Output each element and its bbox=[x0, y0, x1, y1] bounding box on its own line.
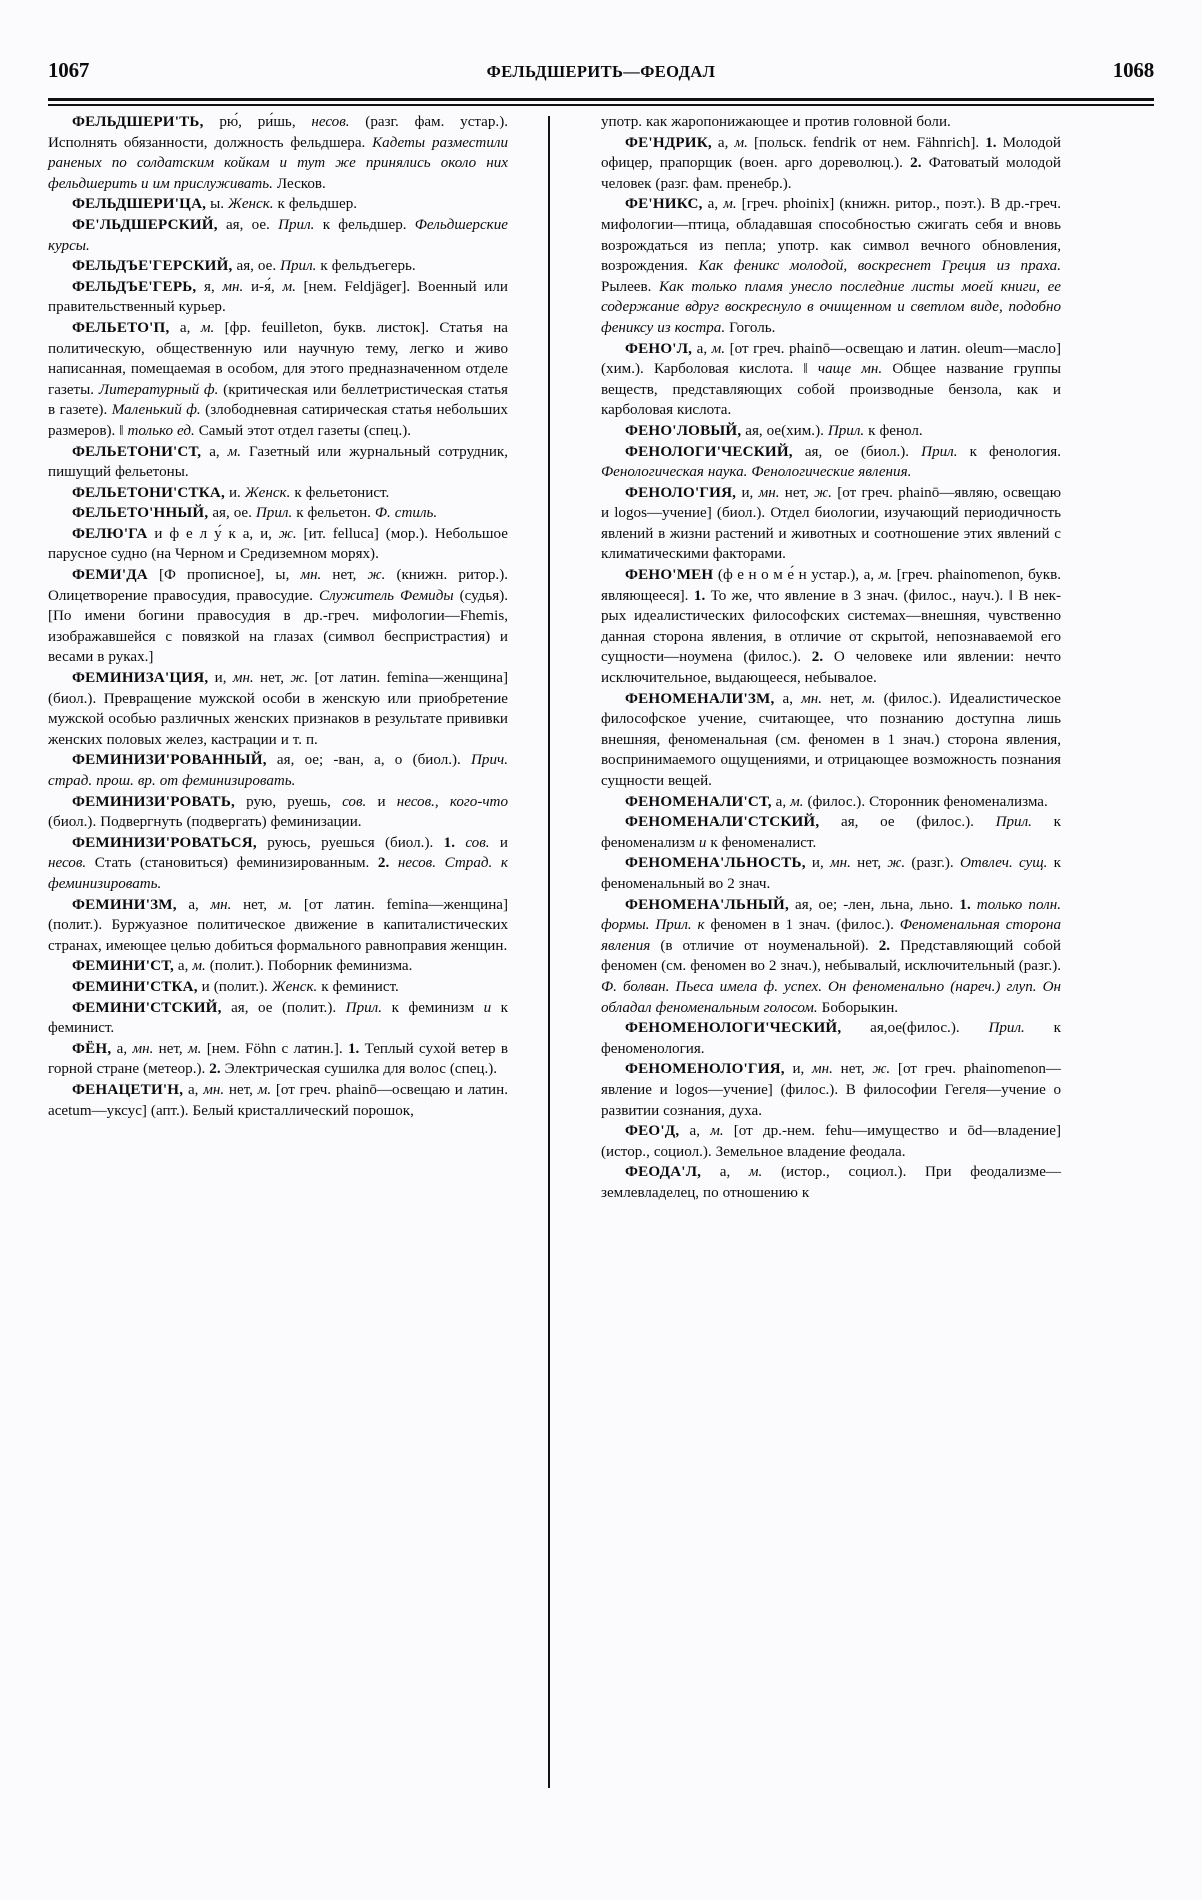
dictionary-entry bbox=[601, 1121, 1061, 1162]
entry-grammar: а, bbox=[111, 1040, 133, 1057]
entry-body: к фельдшер. bbox=[314, 216, 415, 233]
entry-ex1: Служитель Фемиды bbox=[319, 587, 454, 604]
entry-headword: ФЕНАЦЕТИ'Н, bbox=[72, 1081, 184, 1098]
entry-body: к фенол. bbox=[864, 422, 923, 439]
entry-grammar2: нет, bbox=[832, 1061, 873, 1078]
entry-grammar: рю́, ри́шь, bbox=[203, 114, 312, 130]
entry-grammar: руюсь, руешься (биол.). bbox=[256, 834, 444, 851]
entry-grammar2: нет, bbox=[821, 690, 863, 707]
entry-num1: 1. bbox=[347, 1040, 360, 1057]
entry-grammar: а, bbox=[176, 896, 211, 913]
entry-body2: к феноменальный во 2 знач. bbox=[601, 855, 1061, 892]
header-rules bbox=[48, 98, 1154, 106]
entry-italic1: Прич. страд. прош. вр. от феминизировать. bbox=[48, 752, 508, 789]
entry-body4: Самый этот отдел газеты (спец.). bbox=[194, 422, 412, 439]
entry-headword: ФЕНОМЕНОЛО'ГИЯ, bbox=[625, 1061, 785, 1078]
entry-headword: ФЕМИНИ'СТСКИЙ, bbox=[72, 999, 222, 1016]
entry-italic2: м. bbox=[278, 896, 293, 913]
entry-headword: ФЕ'ЛЬДШЕРСКИЙ, bbox=[72, 216, 218, 233]
dictionary-entry bbox=[601, 853, 1061, 894]
entry-headword: ФЕОДА'Л, bbox=[625, 1164, 702, 1181]
entry-ex1: чаще мн. bbox=[817, 361, 883, 378]
entry-body: [от греч. phainō—освещаю и латин. acetum—уксус] (апт.). Белый кристаллический порошок, bbox=[48, 1081, 508, 1119]
entry-grammar2: нет, bbox=[321, 567, 368, 584]
entry-pipe: ‖ bbox=[803, 361, 818, 378]
entry-grammar: рую, руешь, bbox=[234, 793, 343, 810]
dictionary-entry bbox=[601, 1059, 1061, 1121]
entry-num2: 2. bbox=[878, 937, 891, 954]
entry-italic1: Прил. bbox=[255, 505, 293, 522]
entry-num2: 2. bbox=[209, 1061, 221, 1078]
entry-grammar2: нет, bbox=[224, 1081, 258, 1098]
entry-grammar: ая, ое. bbox=[208, 505, 256, 522]
entry-italic1: м. bbox=[711, 340, 726, 357]
entry-body: [греч. phainomenon, букв. являющееся]. bbox=[601, 567, 1061, 604]
entry-italic2: ж. bbox=[814, 484, 832, 501]
entry-headword: ФЕНОМЕНАЛИ'ЗМ, bbox=[625, 690, 775, 707]
entry-body: (книжн. ритор.). Олицетворение правосудия, правосудие. bbox=[48, 567, 509, 604]
entry-grammar: ая, ое (полит.). bbox=[221, 999, 346, 1016]
entry-body3: В нек-рых идеалистических философских системах—внешняя, чувственно данная сторона явления, в отличие от скрытой, непознаваемой его сущности—ноумена (филос.). bbox=[601, 587, 1061, 666]
entry-italic2: ж. bbox=[290, 670, 309, 687]
entry-body3: Фатоватый молодой человек (разг. фам. пренебр.). bbox=[601, 155, 1061, 192]
entry-italic1: м. bbox=[192, 958, 206, 975]
entry-grammar: а, bbox=[702, 196, 724, 213]
entry-body3: (злободневная сатирическая статья небольших размеров). bbox=[48, 402, 508, 439]
entry-body: к фельдшер. bbox=[273, 196, 358, 213]
entry-italic1: Прил. bbox=[278, 216, 315, 233]
dictionary-entry bbox=[601, 565, 1061, 689]
entry-body: [от греч. phainō—освещаю и латин. oleum—масло] (хим.). Карболовая кислота. bbox=[601, 340, 1061, 378]
entry-grammar: а, bbox=[173, 958, 193, 975]
entry-italic2: ж. bbox=[872, 1061, 891, 1078]
entry-grammar: ая,ое(филос.). bbox=[841, 1020, 989, 1037]
entry-quote: Ф. стиль. bbox=[374, 505, 438, 522]
entry-italic3: несов. Страд. к феминизировать. bbox=[48, 855, 508, 892]
entry-grammar: а, bbox=[201, 443, 228, 460]
entry-italic1: Женск. bbox=[271, 978, 318, 995]
dictionary-entry bbox=[48, 503, 508, 524]
rule-thick bbox=[48, 98, 1154, 101]
entry-headword: ФЕНОМЕНА'ЛЬНЫЙ, bbox=[625, 896, 789, 913]
entry-pipe: ‖ bbox=[1008, 587, 1019, 604]
entry-grammar: а, bbox=[771, 793, 791, 810]
entry-italic1: Прил. bbox=[280, 258, 317, 275]
entry-ex3: только ед. bbox=[127, 422, 195, 439]
entry-headword: ФЕМИНИ'ЗМ, bbox=[72, 896, 177, 913]
entry-grammar: ая, ое; -лен, льна, льно. bbox=[788, 896, 960, 913]
entry-headword: ФЕЛЬДЪЕ'ГЕРЬ, bbox=[72, 278, 197, 295]
entry-italic3: Отвлеч. сущ. bbox=[959, 855, 1048, 872]
entry-body2: То же, что явление в 3 знач. (филос., науч.). bbox=[705, 587, 1009, 604]
dictionary-entry bbox=[48, 194, 508, 215]
dictionary-entry bbox=[601, 792, 1061, 813]
entry-headword: ФЕНО'Л, bbox=[625, 340, 693, 357]
entry-num2: 2. bbox=[910, 155, 922, 172]
entry-grammar: и. bbox=[225, 484, 245, 501]
entry-headword: ФЕ'НДРИК, bbox=[625, 134, 712, 151]
entry-headword: ФЕМИНИ'СТКА, bbox=[72, 978, 198, 995]
entry-italic1: сов. bbox=[342, 793, 367, 810]
dictionary-entry bbox=[48, 565, 508, 668]
entry-body2: к феноменалист. bbox=[706, 834, 817, 851]
entry-italic1: м. bbox=[710, 1123, 724, 1140]
entry-headword: ФЕМИ'ДА bbox=[72, 567, 148, 584]
entry-headword: ФЕНОМЕНОЛОГИ'ЧЕСКИЙ, bbox=[625, 1020, 842, 1037]
entry-ex1: Феноменальная сторона явления bbox=[601, 917, 1062, 954]
dictionary-entry bbox=[601, 689, 1061, 792]
entry-num1: 1. bbox=[693, 587, 706, 604]
dictionary-entry bbox=[601, 442, 1061, 483]
entry-body: Стать (становиться) феминизированным. bbox=[86, 855, 378, 872]
entry-italic1: Женск. bbox=[228, 196, 274, 213]
entry-quote2: Как только пламя унесло последние листы моей книги, ее содержание вдруг воскреснуло в очищенном и светлом виде, подобно фениксу из костра. bbox=[601, 278, 1062, 336]
entry-italic2: ж. bbox=[367, 567, 386, 584]
entry-body: (истор., социол.). При феодализме—землевладелец, по отношению к bbox=[601, 1164, 1061, 1201]
entry-body: [ит. felluca] (мор.). Небольшое парусное судно (на Черном и Средиземном морях). bbox=[48, 525, 508, 563]
running-head bbox=[48, 58, 1154, 88]
column-left bbox=[48, 112, 508, 1840]
entry-headword: ФЕМИНИЗИ'РОВАННЫЙ, bbox=[72, 752, 267, 769]
entry-continuation bbox=[601, 112, 1061, 133]
dictionary-entry bbox=[48, 833, 508, 895]
entry-italic1: ж. bbox=[278, 525, 297, 542]
entry-italic1: мн. bbox=[132, 1040, 154, 1057]
entry-body: к феноменология. bbox=[601, 1020, 1061, 1057]
entry-italic2: несов. bbox=[48, 855, 87, 872]
folio-left: 1067 bbox=[48, 58, 90, 82]
entry-body: к фельетон. bbox=[292, 505, 375, 522]
entry-body: [от греч. phainomenon—явление и logos—учение] (филос.). В философии Гегеля—учение о развитии сознания, духа. bbox=[601, 1061, 1061, 1119]
entry-body: [от латин. femina—женщина] (полит.). Буржуазное политическое движение в капиталистических странах, имеющее целью добиться формального равноправия женщин. bbox=[48, 896, 508, 954]
entry-grammar2: нет, bbox=[231, 896, 279, 913]
entry-headword: ФЕНОМЕНАЛИ'СТСКИЙ, bbox=[625, 814, 820, 831]
entry-italic1: м. bbox=[734, 134, 748, 151]
entry-body: (филос.). Идеалистическое философское учение, считающее, что познанию доступна лишь внешняя, феноменальная (см. феномен в 1 знач.) сторона явления, воспринимаемого ощущениями, и отрицающее возможность познания сущности вещей. bbox=[601, 690, 1061, 789]
entry-num1: 1. bbox=[443, 834, 455, 851]
column-right bbox=[601, 112, 1061, 1840]
entry-body: (разг.). bbox=[905, 855, 960, 872]
entry-italic2: м. bbox=[257, 1081, 272, 1098]
entry-source: Боборыкин. bbox=[817, 999, 899, 1016]
entry-italic1: мн. bbox=[758, 484, 780, 501]
entry-headword: ФЕ'НИКС, bbox=[625, 196, 703, 213]
entry-grammar: ая, ое (филос.). bbox=[819, 814, 996, 831]
entry-grammar: ая, ое. bbox=[232, 258, 281, 275]
entry-italic1: м. bbox=[790, 793, 804, 810]
entry-italic1: мн. bbox=[829, 855, 851, 872]
entry-grammar: а, bbox=[774, 690, 802, 707]
entry-headword: ФЕМИНИ'СТ, bbox=[72, 958, 174, 975]
entry-headword: ФЕНО'МЕН bbox=[625, 567, 714, 584]
dictionary-entry bbox=[48, 483, 508, 504]
entry-headword: ФЕЛЬЕТОНИ'СТ, bbox=[72, 443, 202, 460]
entry-ex2: Маленький ф. bbox=[111, 402, 201, 419]
entry-body: к фенология. bbox=[957, 443, 1062, 460]
dictionary-entry bbox=[48, 215, 508, 256]
entry-body2: к феминист. bbox=[48, 999, 508, 1037]
dictionary-entry bbox=[48, 318, 508, 442]
entry-grammar2: нет, bbox=[850, 855, 888, 872]
dictionary-entry bbox=[48, 256, 508, 277]
entry-body2: Общее название группы веществ, представляющих собой производные бензола, как и карболовая кислота. bbox=[601, 361, 1062, 419]
dictionary-entry bbox=[48, 977, 508, 998]
entry-headword: ФЕЛЬЕТО'П, bbox=[72, 319, 170, 336]
entry-quote: Как феникс молодой, воскреснет Греция из праха. bbox=[698, 258, 1061, 275]
folio-right: 1068 bbox=[1112, 58, 1154, 82]
entry-italic2: и bbox=[698, 834, 707, 851]
entry-italic2: м. bbox=[187, 1040, 202, 1057]
entry-body: [фр. feuilleton, букв. листок]. Статья на политическую, общественную или научную тему, легко и живо написанная, помещаемая в особом, для этого предназначенном отделе газеты. bbox=[48, 319, 509, 398]
entry-italic1: м. bbox=[227, 443, 242, 460]
entry-grammar: (ф е н о м е́ н устар.), а, bbox=[713, 567, 879, 584]
entry-quote: Фельдшерские курсы. bbox=[48, 216, 508, 254]
entry-body: [польск. fendrik от нем. Fähnrich]. bbox=[747, 134, 986, 151]
entry-italic1: м. bbox=[748, 1164, 763, 1181]
entry-body: [нем. Föhn с латин.]. bbox=[201, 1040, 348, 1057]
entry-italic2: м. bbox=[862, 690, 876, 707]
entry-grammar2: нет, bbox=[779, 484, 815, 501]
columns-container bbox=[48, 112, 1154, 1840]
column-divider bbox=[548, 116, 550, 1788]
entry-grammar: а, bbox=[692, 340, 712, 357]
dictionary-entry bbox=[601, 895, 1061, 1019]
entry-body: (полит.). Поборник феминизма. bbox=[205, 958, 413, 975]
entry-headword: ФЕЛЬДЪЕ'ГЕРСКИЙ, bbox=[72, 258, 233, 275]
entry-body3: Электрическая сушилка для волос (спец.). bbox=[220, 1061, 498, 1078]
entry-ex1: Литературный ф. bbox=[98, 381, 219, 398]
dictionary-entry bbox=[48, 668, 508, 750]
entry-grammar: ы. bbox=[206, 196, 229, 213]
entry-grammar: я, bbox=[196, 278, 223, 295]
entry-italic1: мн. bbox=[222, 278, 244, 295]
entry-body: [нем. Feldjäger]. Военный или правительственный курьер. bbox=[48, 278, 508, 316]
entry-body2: (судья). [По имени богини правосудия в др.-греч. мифологии—Fhemis, изображавшейся с повязкой на глазах (символ беспристрастия) и весами в руках.] bbox=[48, 587, 508, 666]
entry-italic1: м. bbox=[200, 319, 215, 336]
dictionary-entry bbox=[48, 1039, 508, 1080]
dictionary-entry bbox=[601, 483, 1061, 565]
entry-body: употр. как жаропонижающее и против головной боли. bbox=[601, 114, 951, 130]
entry-headword: ФЕЛЮ'ГА bbox=[72, 525, 148, 542]
entry-italic1: сов. bbox=[454, 834, 490, 851]
entry-italic1: Прил. bbox=[345, 999, 383, 1016]
entry-grammar: и (полит.). bbox=[197, 978, 272, 995]
entry-headword: ФЕО'Д, bbox=[625, 1123, 680, 1140]
entry-grammar: ая, ое(хим.). bbox=[741, 422, 828, 439]
entry-body: к фельдъегерь. bbox=[316, 258, 416, 275]
entry-headword: ФЕЛЬДШЕРИ'ТЬ, bbox=[72, 114, 204, 130]
dictionary-entry bbox=[48, 792, 508, 833]
dictionary-entry bbox=[48, 1080, 508, 1121]
entry-headword: ФЕНО'ЛОВЫЙ, bbox=[625, 422, 742, 439]
entry-italic1: м. bbox=[723, 196, 737, 213]
entry-italic1: мн. bbox=[812, 1061, 833, 1078]
entry-body: к феноменализм bbox=[601, 814, 1061, 851]
dictionary-entry bbox=[601, 133, 1061, 195]
entry-italic1: мн. bbox=[210, 896, 232, 913]
entry-grammar: ая, ое (биол.). bbox=[792, 443, 922, 460]
entry-body: к феминист. bbox=[317, 978, 399, 995]
entry-italic1: Прил. bbox=[921, 443, 958, 460]
entry-body2: (критическая или беллетристическая статья в газете). bbox=[48, 381, 508, 419]
entry-num2: 2. bbox=[811, 649, 824, 666]
entry-grammar2: нет, bbox=[253, 670, 291, 687]
entry-grammar: ая, ое; -ван, а, о (биол.). bbox=[266, 752, 472, 769]
entry-body: [от др.-нем. fehu—имущество и ōd—владение] (истор., социол.). Земельное владение феодала. bbox=[601, 1123, 1061, 1160]
entry-italic1: мн. bbox=[232, 670, 254, 687]
entry-italic1: Прил. bbox=[995, 814, 1032, 831]
entry-headword: ФЕМИНИЗА'ЦИЯ, bbox=[72, 670, 209, 687]
entry-body: к феминизм bbox=[382, 999, 484, 1016]
entry-headword: ФЕНОМЕНАЛИ'СТ, bbox=[625, 793, 772, 810]
entry-num1: 1. bbox=[985, 134, 997, 151]
entry-headword: ФЕМИНИЗИ'РОВАТЬСЯ, bbox=[72, 834, 257, 851]
dictionary-entry bbox=[601, 421, 1061, 442]
entry-italic1: несов. bbox=[311, 114, 350, 130]
dictionary-entry bbox=[601, 194, 1061, 338]
entry-source: Рылеев. bbox=[601, 278, 660, 295]
entry-body2: Теплый сухой ветер в горной стране (метеор.). bbox=[48, 1040, 508, 1078]
entry-num1: 1. bbox=[959, 896, 971, 913]
entry-body4: О человеке или явлении: нечто исключительное, выдающееся, небывалое. bbox=[601, 649, 1061, 687]
rule-thin bbox=[48, 104, 1154, 106]
page-title: ФЕЛЬДШЕРИТЬ—ФЕОДАЛ bbox=[486, 62, 716, 81]
entry-italic1: только полн. формы. Прил. к bbox=[601, 896, 1061, 934]
entry-headword: ФЕНОМЕНА'ЛЬНОСТЬ, bbox=[625, 855, 806, 872]
entry-body: (биол.). Подвергнуть (подвергать) феминизации. bbox=[48, 814, 362, 831]
entry-headword: ФЕМИНИЗИ'РОВАТЬ, bbox=[72, 793, 235, 810]
entry-num2: 2. bbox=[377, 855, 390, 872]
dictionary-entry bbox=[48, 442, 508, 483]
entry-headword: ФЕЛЬДШЕРИ'ЦА, bbox=[72, 196, 207, 213]
entry-italic1: мн. bbox=[300, 567, 322, 584]
dictionary-entry bbox=[48, 956, 508, 977]
entry-italic1: Женск. bbox=[244, 484, 291, 501]
dictionary-entry bbox=[48, 895, 508, 957]
entry-grammar: а, bbox=[711, 134, 735, 151]
entry-italic2: несов., кого-что bbox=[396, 793, 508, 810]
entry-italic1: м. bbox=[878, 567, 893, 584]
dictionary-entry bbox=[48, 112, 508, 194]
entry-source2: Гоголь. bbox=[725, 319, 776, 336]
entry-grammar: и, bbox=[208, 670, 233, 687]
dictionary-entry bbox=[48, 998, 508, 1039]
entry-body: (разг. фам. устар.). Исполнять обязанности, должность фельдшера. bbox=[48, 114, 508, 151]
entry-grammar: а, bbox=[183, 1081, 204, 1098]
entry-body2: (в отличие от ноуменальной). bbox=[650, 937, 879, 954]
entry-italic2: ж. bbox=[887, 855, 906, 872]
entry-ex2: Ф. болван. Пьеса имела ф. успех. Он феноменально (нареч.) глуп. Он обладал феноменальным голосом. bbox=[601, 978, 1061, 1016]
entry-body: [от латин. femina—женщина] (биол.). Превращение мужской особи в женскую или приобретение мужской особью различных женских признаков в результате прививки женских половых желез, кастрации и т. п. bbox=[48, 670, 508, 748]
entry-grammar: [Ф прописное], ы, bbox=[147, 567, 301, 584]
entry-headword: ФЕНОЛО'ГИЯ, bbox=[625, 484, 737, 501]
entry-headword: ФЕНОЛОГИ'ЧЕСКИЙ, bbox=[625, 443, 793, 460]
entry-source: Лесков. bbox=[272, 175, 326, 192]
entry-grammar: а, bbox=[701, 1164, 749, 1181]
dictionary-entry bbox=[48, 524, 508, 565]
entry-italic2: и bbox=[483, 999, 492, 1016]
dictionary-entry bbox=[48, 750, 508, 791]
entry-headword: ФЕЛЬЕТО'ННЫЙ, bbox=[72, 505, 209, 522]
entry-body2: Молодой офицер, прапорщик (воен. арго дореволюц.). bbox=[601, 134, 1061, 172]
entry-grammar: и ф е л у́ к а, и, bbox=[147, 525, 279, 542]
dictionary-entry bbox=[48, 277, 508, 318]
entry-body: [от греч. phainō—являю, освещаю и logos—учение] (биол.). Отдел биологии, изучающий периодичность явлений в жизни растений и животных и соотношение этих явлений с климатическими факторами. bbox=[601, 484, 1061, 563]
entry-italic1: Прил. bbox=[988, 1020, 1025, 1037]
entry-grammar: а, bbox=[169, 319, 201, 336]
dictionary-entry bbox=[601, 1162, 1061, 1203]
entry-grammar: и, bbox=[784, 1061, 813, 1078]
entry-grammar: и, bbox=[736, 484, 759, 501]
entry-quote: Фенологическая наука. Фенологические явления. bbox=[601, 464, 912, 481]
entry-body: (филос.). Сторонник феноменализма. bbox=[803, 793, 1048, 810]
entry-body: Газетный или журнальный сотрудник, пишущий фельетоны. bbox=[48, 443, 509, 481]
entry-grammar2: и bbox=[366, 793, 397, 810]
entry-quote: Кадеты разместили раненых по солдатским койкам и тут же принялись около них фельдшерить и им прислуживать. bbox=[48, 134, 508, 192]
entry-grammar2: нет, bbox=[153, 1040, 188, 1057]
entry-italic1: Прил. bbox=[827, 422, 865, 439]
entry-grammar: и, bbox=[805, 855, 830, 872]
entry-body: [греч. phoinix] (книжн. ритор., поэт.). В др.-греч. мифологии—птица, обладавшая способностью сжигать себя и вновь возрождаться из пепла; употр. как символ вечного обновления, возрождения. bbox=[601, 196, 1061, 275]
dictionary-entry bbox=[601, 1018, 1061, 1059]
entry-body: к фельетонист. bbox=[290, 484, 390, 501]
entry-italic1: мн. bbox=[801, 690, 822, 707]
entry-body: феномен в 1 знач. (филос.). bbox=[704, 917, 900, 934]
entry-grammar2: и bbox=[489, 834, 509, 851]
entry-body3: Представляющий собой феномен (см. феномен во 2 знач.), небывалый, исключительный (разг.). bbox=[601, 937, 1061, 975]
entry-italic1: мн. bbox=[203, 1081, 225, 1098]
entry-headword: ФЕЛЬЕТОНИ'СТКА, bbox=[72, 484, 225, 501]
dictionary-entry bbox=[601, 812, 1061, 853]
entry-pipe: ‖ bbox=[119, 422, 128, 439]
entry-italic2: м. bbox=[282, 278, 296, 295]
entry-grammar: а, bbox=[679, 1123, 711, 1140]
entry-headword: ФЁН, bbox=[72, 1040, 112, 1057]
entry-grammar: ая, ое. bbox=[217, 216, 279, 233]
entry-grammar2: и-я́, bbox=[243, 278, 283, 295]
dictionary-entry bbox=[601, 339, 1061, 421]
